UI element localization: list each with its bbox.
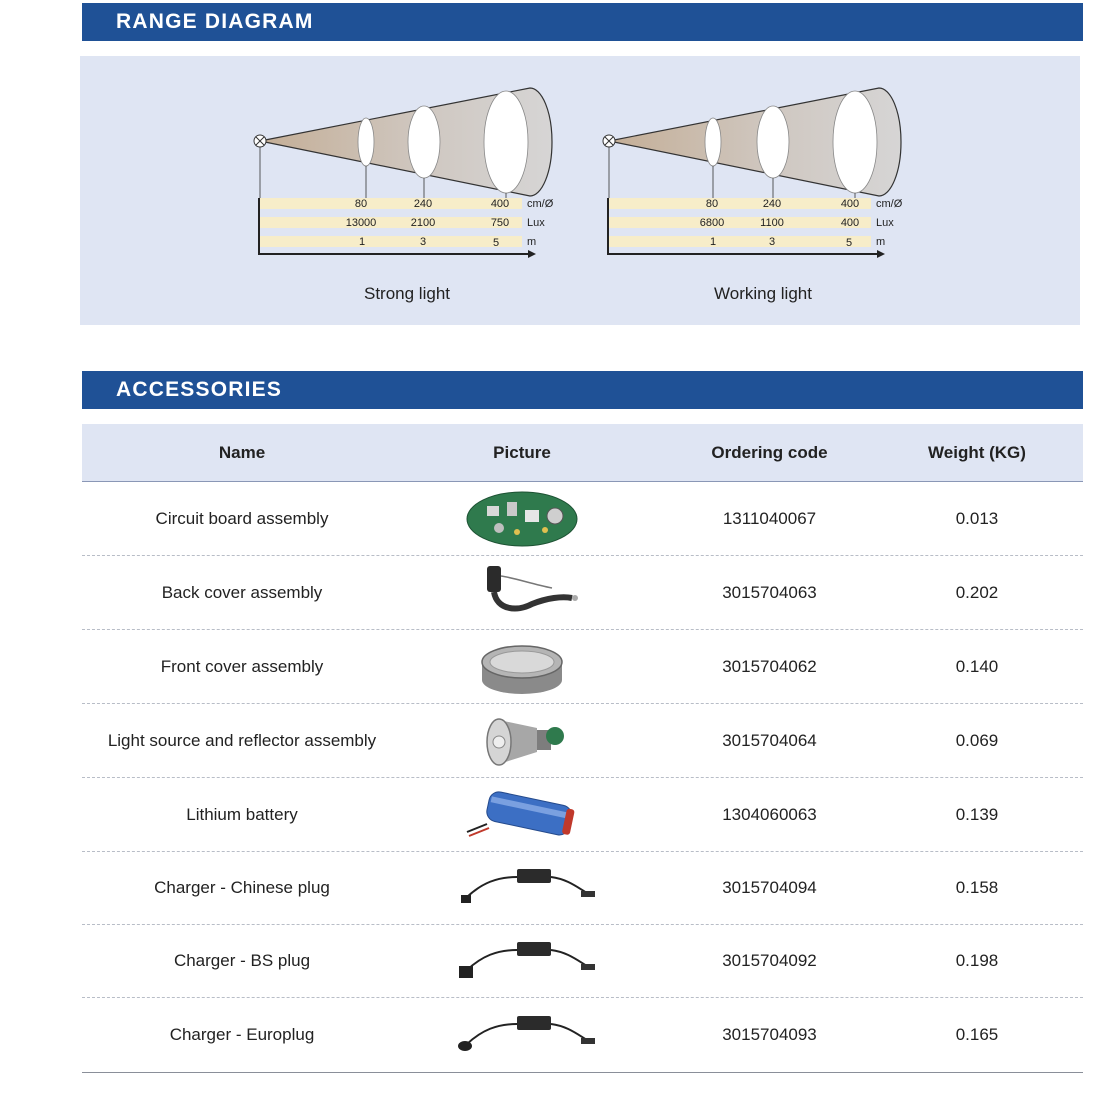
diameter-value: 240 — [762, 198, 782, 210]
working-light-diagram — [603, 88, 903, 258]
row-name: Front cover assembly — [160, 656, 324, 676]
back-cover-photo — [402, 556, 642, 629]
row-name: Charger - BS plug — [173, 951, 311, 970]
table-row — [82, 852, 1083, 925]
table-row — [82, 998, 1083, 1073]
beam-circle-3 — [833, 91, 877, 193]
distance-value: 3 — [768, 236, 776, 248]
row-ordering-code: 3015704063 — [722, 582, 817, 602]
row-weight: 0.069 — [955, 730, 999, 750]
lux-value: 400 — [840, 217, 860, 229]
accessories-heading: ACCESSORIES — [82, 371, 1083, 409]
beam-circle-1 — [358, 118, 374, 166]
circuit-board-photo — [402, 482, 642, 555]
axis-arrowhead — [877, 250, 885, 258]
diameter-value: 80 — [354, 198, 368, 210]
lux-unit: Lux — [527, 217, 545, 229]
charger-photo — [402, 852, 642, 924]
range-diagram-heading: RANGE DIAGRAM — [82, 3, 1083, 41]
lux-value: 6800 — [699, 217, 725, 229]
accessories-table-header — [82, 424, 1083, 482]
range-diagram-panel — [80, 56, 1080, 325]
row-ordering-code: 3015704062 — [722, 656, 817, 676]
row-weight: 0.140 — [955, 656, 999, 676]
diameter-value: 400 — [490, 198, 510, 210]
row-weight: 0.198 — [955, 951, 999, 970]
row-ordering-code: 1311040067 — [722, 508, 817, 528]
strong-light-diagram — [254, 88, 554, 258]
row-weight: 0.013 — [955, 508, 999, 528]
lux-value: 750 — [490, 217, 510, 229]
row-name: Lithium battery — [186, 804, 298, 824]
row-weight: 0.165 — [955, 1025, 999, 1044]
front-cover-photo — [402, 630, 642, 703]
row-ordering-code: 3015704094 — [722, 878, 817, 897]
lux-value: 2100 — [410, 217, 436, 229]
table-row — [82, 925, 1083, 998]
header-name: Name — [218, 443, 266, 462]
diameter-value: 240 — [413, 198, 433, 210]
charger-photo — [402, 998, 642, 1072]
diameter-value: 400 — [840, 198, 860, 210]
strong-light-caption: Strong light — [364, 284, 450, 303]
table-row — [82, 556, 1083, 630]
axis-arrowhead — [528, 250, 536, 258]
beam-circle-1 — [705, 118, 721, 166]
row-ordering-code: 1304060063 — [722, 804, 817, 824]
row-name: Charger - Chinese plug — [154, 878, 330, 897]
header-ordering-code: Ordering code — [711, 443, 828, 462]
row-weight: 0.158 — [955, 878, 999, 897]
diameter-unit: cm/Ø — [876, 198, 903, 210]
distance-unit: m — [876, 236, 886, 248]
distance-value: 1 — [709, 236, 717, 248]
beam-circle-2 — [757, 106, 789, 178]
table-row — [82, 778, 1083, 852]
beam-circle-3 — [484, 91, 528, 193]
row-ordering-code: 3015704093 — [722, 1025, 817, 1044]
table-row — [82, 482, 1083, 556]
beam-circle-2 — [408, 106, 440, 178]
row-weight: 0.139 — [955, 804, 999, 824]
reflector-photo — [402, 704, 642, 777]
battery-photo — [402, 778, 642, 851]
table-row — [82, 704, 1083, 778]
charger-photo — [402, 925, 642, 997]
lux-unit: Lux — [876, 217, 894, 229]
row-ordering-code: 3015704092 — [722, 951, 817, 970]
distance-unit: m — [527, 236, 537, 248]
diameter-unit: cm/Ø — [527, 198, 554, 210]
row-name: Charger - Europlug — [169, 1025, 315, 1044]
row-ordering-code: 3015704064 — [722, 730, 817, 750]
lux-value: 1100 — [760, 217, 784, 229]
distance-value: 5 — [845, 237, 853, 249]
distance-value: 3 — [419, 236, 427, 248]
row-name: Circuit board assembly — [155, 508, 329, 528]
row-name: Light source and reflector assembly — [107, 730, 377, 750]
range-diagram-svg — [80, 56, 1080, 325]
distance-value: 5 — [492, 237, 500, 249]
distance-value: 1 — [358, 236, 366, 248]
row-weight: 0.202 — [955, 582, 999, 602]
working-light-caption: Working light — [714, 284, 812, 303]
header-weight: Weight (KG) — [928, 443, 1026, 462]
lux-value: 13000 — [345, 217, 377, 229]
row-name: Back cover assembly — [161, 582, 323, 602]
table-row — [82, 630, 1083, 704]
diameter-value: 80 — [705, 198, 719, 210]
header-picture: Picture — [493, 443, 551, 462]
